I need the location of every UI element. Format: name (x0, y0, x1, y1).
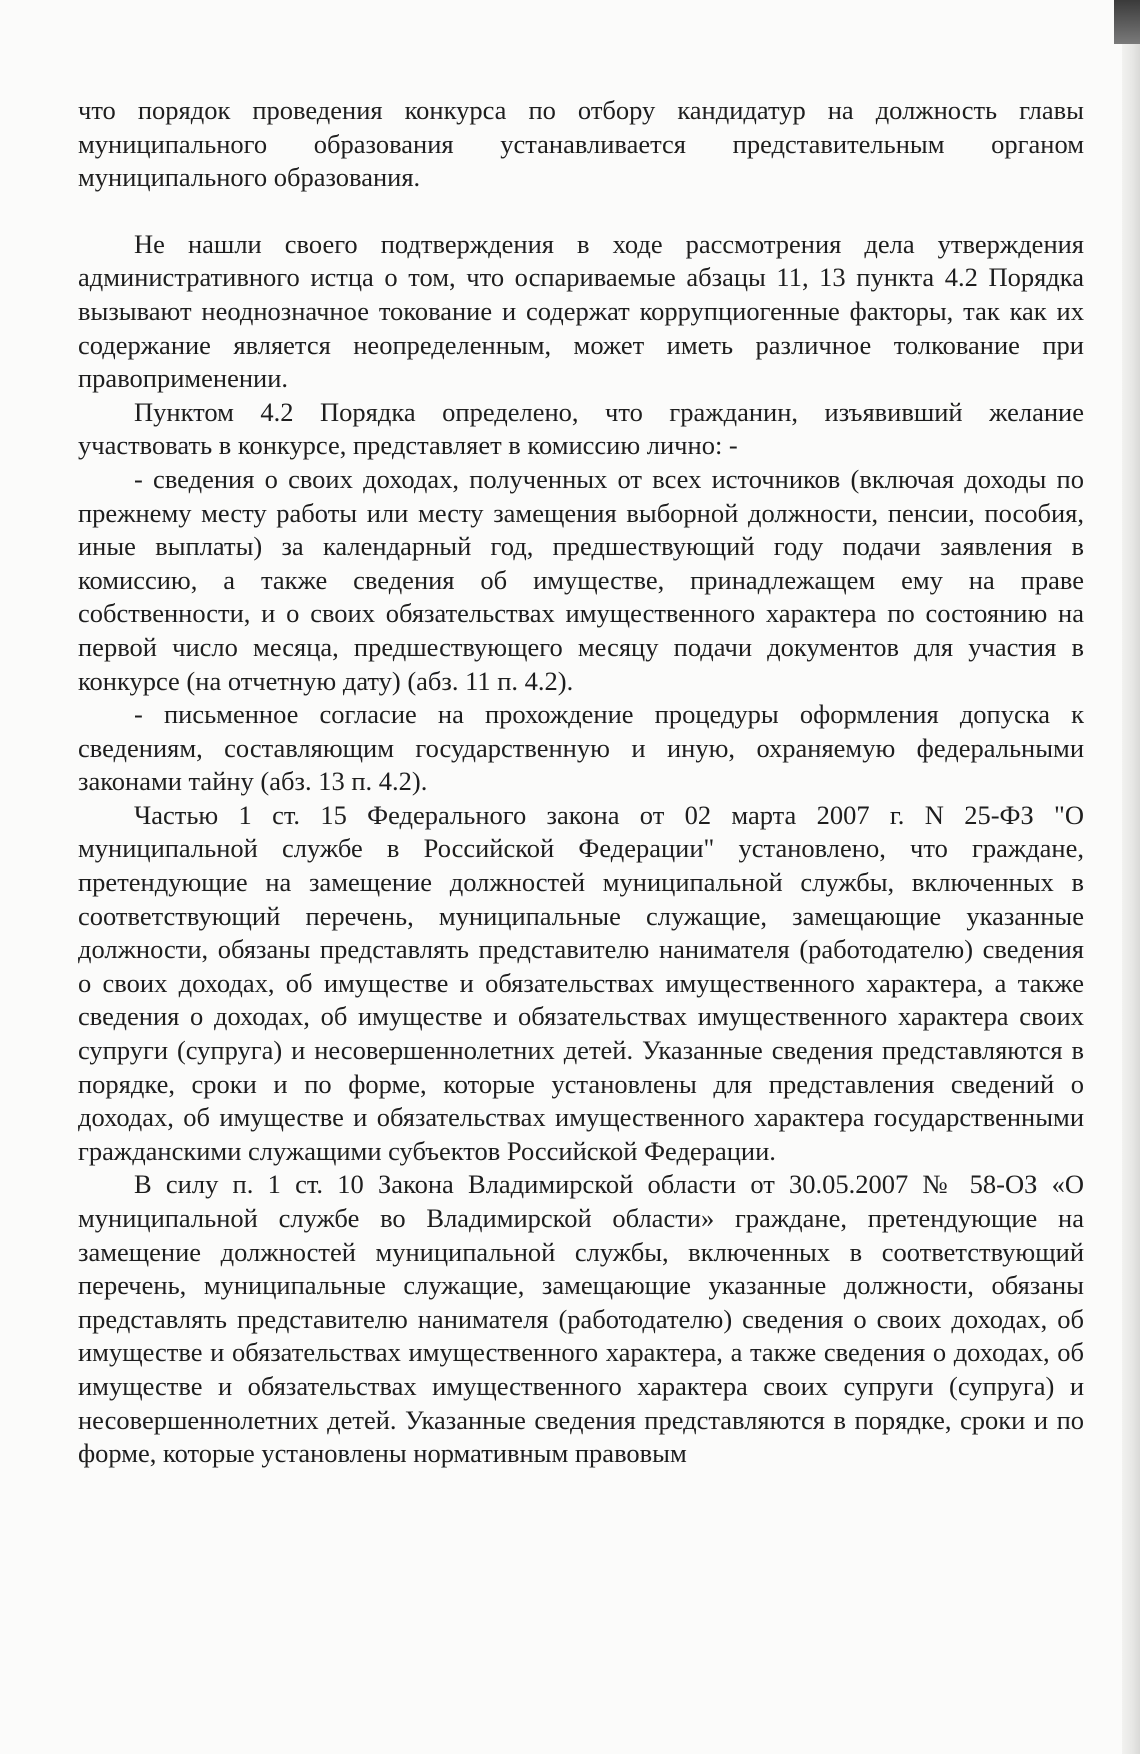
scanner-corner-mark (1114, 0, 1140, 44)
page-edge-shadow (1122, 0, 1140, 1754)
paragraph-clause-4-2: Пунктом 4.2 Порядка определено, что гражданин, изъявивший желание участвовать в конкурсе, представляет в комиссию лично: - (78, 396, 1084, 461)
paragraph-claims-rejected: Не нашли своего подтверждения в ходе рассмотрения дела утверждения административного истца о том, что оспариваемые абзацы 11, 13 пункта 4.2 Порядка вызывают неоднозначное токование и содержат коррупциогенные факторы, так как их содержание является неопределенным, может иметь различное толкование при правоприменении. (78, 228, 1084, 394)
document-body (78, 94, 1084, 1471)
paragraph-written-consent: - письменное согласие на прохождение процедуры оформления допуска к сведениям, составляющим государственную и иную, охраняемую федеральными законами тайну (абз. 13 п. 4.2). (78, 699, 1084, 797)
paragraph-income-info: - сведения о своих доходах, полученных от всех источников (включая доходы по прежнему месту работы или месту замещения выборной должности, пенсии, пособия, иные выплаты) за календарный год, предшествующий году подачи заявления в комиссию, а также сведения об имуществе, принадлежащем ему на праве собственности, и о своих обязательствах имущественного характера по состоянию на первой число месяца, предшествующего месяцу подачи документов для участия в конкурсе (на отчетную дату) (абз. 11 п. 4.2). (78, 463, 1084, 696)
paragraph-regional-law: В силу п. 1 ст. 10 Закона Владимирской области от 30.05.2007 № 58-ОЗ «О муниципальной службе во Владимирской области» граждане, претендующие на замещение должностей муниципальной службы, включенных в соответствующий перечень, муниципальные служащие, замещающие указанные должности, обязаны представлять представителю нанимателя (работодателю) сведения о своих доходах, об имуществе и обязательствах имущественного характера, а также сведения о доходах, об имуществе и обязательствах имущественного характера своих супруги (супруга) и несовершеннолетних детей. Указанные сведения представляются в порядке, сроки и по форме, которые установлены нормативным правовым (78, 1169, 1084, 1469)
paragraph-federal-law: Частью 1 ст. 15 Федерального закона от 02 марта 2007 г. N 25-ФЗ "О муниципальной службе в Российской Федерации" установлено, что граждане, претендующие на замещение должностей муниципальной службы, включенных в соответствующий перечень, муниципальные служащие, замещающие указанные должности, обязаны представлять представителю нанимателя (работодателю) сведения о своих доходах, об имуществе и обязательствах имущественного характера, а также сведения о доходах, об имуществе и обязательствах имущественного характера своих супруги (супруга) и несовершеннолетних детей. Указанные сведения представляются в порядке, сроки и по форме, которые установлены для представления сведений о доходах, об имуществе и обязательствах имущественного характера государственными гражданскими служащими субъектов Российской Федерации. (78, 799, 1084, 1166)
paragraph-continuation: что порядок проведения конкурса по отбору кандидатур на должность главы муниципального образования устанавливается представительным органом муниципального образования. (78, 95, 1084, 193)
